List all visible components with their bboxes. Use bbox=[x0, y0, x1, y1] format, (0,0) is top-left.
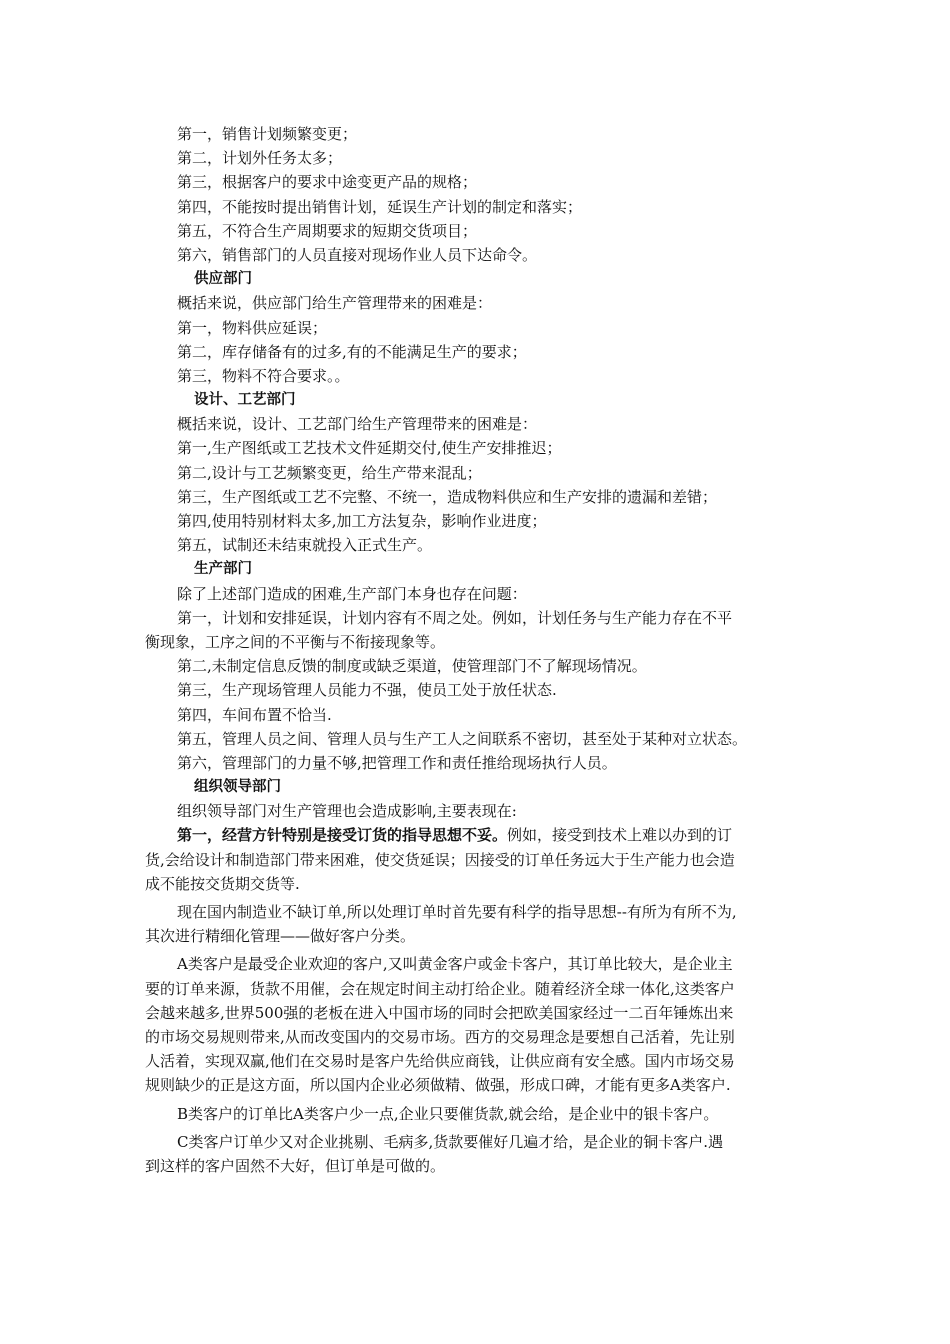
list-item: 第一，销售计划频繁变更； bbox=[177, 125, 358, 143]
list-item: 第三，生产图纸或工艺不完整、不统一，造成物料供应和生产安排的遗漏和差错； bbox=[177, 487, 718, 506]
bold-lead: 第一，经营方针特别是接受订货的指导思想不妥。 bbox=[177, 826, 508, 845]
list-item: 第五，管理人员之间、管理人员与生产工人之间联系不密切，甚至处于某种对立状态。 bbox=[177, 729, 748, 748]
list-item-continuation: 衡现象，工序之间的不平衡与不衔接现象等。 bbox=[145, 632, 446, 651]
list-item: 第二，库存储备有的过多,有的不能满足生产的要求； bbox=[177, 342, 527, 361]
paragraph-line: B类客户的订单比A类客户少一点,企业只要催货款,就会给，是企业中的银卡客户。 bbox=[177, 1104, 719, 1123]
list-item: 第三，根据客户的要求中途变更产品的规格； bbox=[177, 173, 478, 192]
section-intro: 组织领导部门对生产管理也会造成影响,主要表现在: bbox=[177, 802, 517, 821]
list-item: 第一，物料供应延误； bbox=[177, 318, 328, 337]
section-heading: 设计、工艺部门 bbox=[194, 392, 296, 409]
list-item: 第一,生产图纸或工艺技术文件延期交付,使生产安排推迟； bbox=[177, 439, 562, 458]
list-item: 第二,设计与工艺频繁变更，给生产带来混乱； bbox=[177, 463, 482, 482]
paragraph-line: A类客户是最受企业欢迎的客户,又叫黄金客户或金卡客户，其订单比较大，是企业主 bbox=[177, 955, 733, 974]
list-item: 第二，计划外任务太多； bbox=[177, 149, 343, 168]
paragraph-line: 人活着，实现双赢,他们在交易时是客户先给供应商钱，让供应商有安全感。国内市场交易 bbox=[145, 1052, 735, 1071]
design-section bbox=[145, 388, 825, 557]
list-item bbox=[145, 823, 825, 847]
list-item: 第六，管理部门的力量不够,把管理工作和责任推给现场执行人员。 bbox=[177, 753, 617, 772]
section-heading: 生产部门 bbox=[194, 561, 252, 578]
lead-rest: 例如，接受到技术上难以办到的订 bbox=[507, 826, 733, 845]
list-item: 第六，销售部门的人员直接对现场作业人员下达命令。 bbox=[177, 245, 538, 264]
document-page bbox=[145, 122, 825, 1178]
paragraph-c-customers bbox=[145, 1130, 825, 1178]
list-item-continuation: 成不能按交货期交货等. bbox=[145, 874, 300, 893]
section-heading: 供应部门 bbox=[194, 271, 252, 288]
paragraph-orders bbox=[145, 900, 825, 948]
section-intro: 除了上述部门造成的困难,生产部门本身也存在问题： bbox=[177, 584, 527, 603]
leadership-section bbox=[145, 775, 825, 896]
section-heading: 组织领导部门 bbox=[194, 779, 281, 796]
paragraph-a-customers bbox=[145, 952, 825, 1097]
section-intro: 概括来说，设计、工艺部门给生产管理带来的困难是： bbox=[177, 415, 538, 434]
paragraph-line: 到这样的客户固然不大好，但订单是可做的。 bbox=[145, 1156, 446, 1175]
paragraph-line: C类客户订单少又对企业挑剔、毛病多,货款要催好几遍才给，是企业的铜卡客户.遇 bbox=[177, 1132, 724, 1151]
list-item: 第二,未制定信息反馈的制度或缺乏渠道，使管理部门不了解现场情况。 bbox=[177, 657, 647, 676]
paragraph-line: 会越来越多,世界500强的老板在进入中国市场的同时会把欧美国家经过一二百年锤炼出来 bbox=[145, 1003, 734, 1022]
section-intro: 概括来说，供应部门给生产管理带来的困难是： bbox=[177, 294, 493, 313]
production-section bbox=[145, 557, 825, 775]
list-item: 第三，物料不符合要求。。 bbox=[177, 366, 350, 385]
list-item: 第三，生产现场管理人员能力不强，使员工处于放任状态. bbox=[177, 681, 557, 700]
list-item: 第五，试制还未结束就投入正式生产。 bbox=[177, 536, 433, 555]
paragraph-b-customers bbox=[145, 1102, 825, 1126]
paragraph-line: 规则缺少的正是这方面，所以国内企业必须做精、做强，形成口碑，才能有更多A类客户. bbox=[145, 1076, 731, 1095]
list-item: 第一，计划和安排延误，计划内容有不周之处。例如，计划任务与生产能力存在不平 bbox=[177, 608, 733, 627]
supply-section bbox=[145, 267, 825, 388]
list-item: 第四，不能按时提出销售计划，延误生产计划的制定和落实； bbox=[177, 197, 583, 216]
paragraph-line: 要的订单来源，货款不用催，会在规定时间主动打给企业。随着经济全球一体化,这类客户 bbox=[145, 979, 735, 998]
sales-items bbox=[145, 122, 825, 267]
list-item: 第四，车间布置不恰当. bbox=[177, 705, 332, 724]
list-item-continuation: 货,会给设计和制造部门带来困难，使交货延误；因接受的订单任务远大于生产能力也会造 bbox=[145, 850, 735, 869]
paragraph-line: 现在国内制造业不缺订单,所以处理订单时首先要有科学的指导思想--有所为有所不为, bbox=[177, 903, 737, 921]
paragraph-line: 的市场交易规则带来,从而改变国内的交易市场。西方的交易理念是要想自己活着，先让别 bbox=[145, 1027, 735, 1046]
paragraph-line: 其次进行精细化管理——做好客户分类。 bbox=[145, 927, 416, 946]
list-item: 第五，不符合生产周期要求的短期交货项目； bbox=[177, 221, 478, 240]
list-item: 第四,使用特别材料太多,加工方法复杂，影响作业进度； bbox=[177, 512, 547, 530]
